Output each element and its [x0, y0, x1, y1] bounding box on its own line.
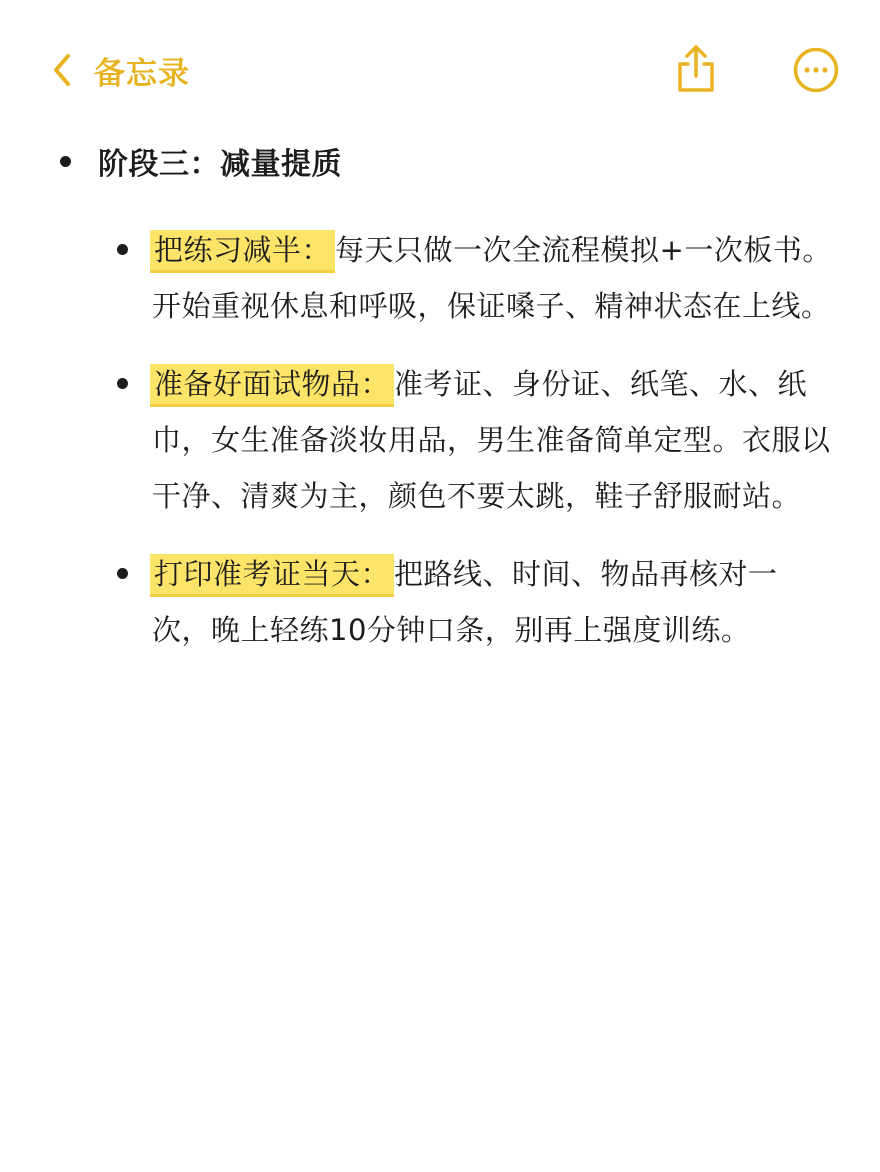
highlighted-text: 把练习减半：: [150, 230, 335, 273]
more-button[interactable]: [793, 47, 839, 93]
item-body-text: 把路线、时间、物品再核对一次，晚上轻练10分钟口条，别再上强度训练。: [152, 557, 778, 647]
share-button[interactable]: [674, 44, 718, 94]
share-icon: [674, 44, 718, 94]
item-body-text: 准考证、身份证、纸笔、水、纸巾，女生准备淡妆用品，男生准备简单定型。衣服以干净、清爽为主，颜色不要太跳，鞋子舒服耐站。: [152, 367, 831, 513]
list-item: [0, 222, 880, 334]
list-item: [0, 356, 880, 524]
ellipsis-circle-icon: [793, 47, 839, 93]
highlighted-text: 打印准考证当天：: [150, 554, 394, 597]
item-body-text: 每天只做一次全流程模拟+一次板书。开始重视休息和呼吸，保证嗓子、精神状态在上线。: [152, 233, 832, 323]
highlighted-text: 准备好面试物品：: [150, 364, 394, 407]
list-item-text: [152, 222, 832, 334]
bullet-icon: [117, 244, 128, 255]
heading-list-item: [60, 136, 342, 186]
bullet-icon: [117, 378, 128, 389]
list-item-text: [152, 356, 832, 524]
chevron-left-icon: [52, 53, 72, 87]
navigation-bar: [0, 0, 880, 140]
bullet-icon: [117, 568, 128, 579]
sub-list: [0, 222, 880, 680]
list-item-text: [152, 546, 832, 658]
note-heading: 阶段三：减量提质: [98, 147, 342, 182]
list-item: [0, 546, 880, 658]
bullet-icon: [60, 156, 71, 167]
back-button[interactable]: [52, 48, 190, 92]
back-label: 备忘录: [94, 55, 190, 92]
